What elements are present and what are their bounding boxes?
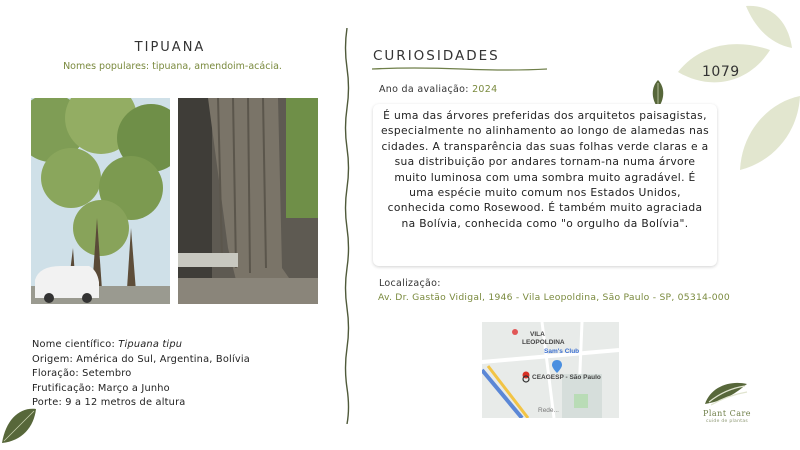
plant-care-logo-icon — [703, 380, 749, 408]
scientific-name-label: Nome científico: — [32, 339, 115, 350]
brand-tagline: cuide de plantas — [705, 419, 749, 424]
fruiting-row: Frutificação: Março a Junho — [32, 382, 170, 394]
curiosities-box — [373, 104, 717, 266]
evaluation-year-label: Ano da avaliação: — [379, 84, 469, 95]
plant-specs — [32, 338, 250, 411]
trunk-photo — [178, 98, 318, 304]
record-number: 1079 — [702, 64, 740, 80]
scientific-name-value: Tipuana tipu — [118, 339, 183, 350]
map-label: Rede... — [538, 407, 559, 414]
size-row: Porte: 9 a 12 metros de altura — [32, 397, 186, 409]
popular-names-value: tipuana, amendoim-acácia. — [152, 61, 282, 72]
column-divider — [340, 28, 354, 424]
evaluation-year — [379, 84, 497, 95]
tree-photo — [31, 98, 170, 304]
location-map[interactable] — [482, 322, 619, 418]
flowering-row: Floração: Setembro — [32, 368, 132, 380]
popular-names — [30, 61, 315, 72]
curiosities-title: CURIOSIDADES — [373, 48, 500, 64]
map-label: LEOPOLDINA — [522, 339, 565, 346]
brand-name: Plant Care — [702, 409, 752, 418]
curiosities-text: É uma das árvores preferidas dos arquitetos paisagistas, especialmente no alinhamento ao longo de alamedas nas cidades. A transparência das suas folhas verde claras e a sua distribuição por andares tornam-na numa árvore muito luminosa com uma sombra muito agradável. É uma espécie muito comum nos Estados Unidos, conhecida como Rosewood. É também muito agraciada na Bolívia, conhecida como "o orgulho da Bolívia". — [381, 109, 710, 230]
origin-row: Origem: América do Sul, Argentina, Bolívia — [32, 353, 250, 365]
popular-names-label: Nomes populares: — [63, 61, 150, 72]
location-address: Av. Dr. Gastão Vidigal, 1946 - Vila Leopoldina, São Paulo - SP, 05314-000 — [378, 292, 730, 303]
title-underline — [372, 66, 547, 72]
evaluation-year-value: 2024 — [472, 84, 498, 95]
plant-name: TIPUANA — [134, 40, 206, 55]
map-label: CEAGESP - São Paulo — [532, 374, 601, 381]
scientific-name-row — [32, 338, 250, 353]
map-label: Sam's Club — [544, 348, 580, 355]
leaf-icon — [0, 405, 38, 445]
map-label: VILA — [530, 331, 545, 338]
location-label: Localização: — [379, 278, 441, 289]
